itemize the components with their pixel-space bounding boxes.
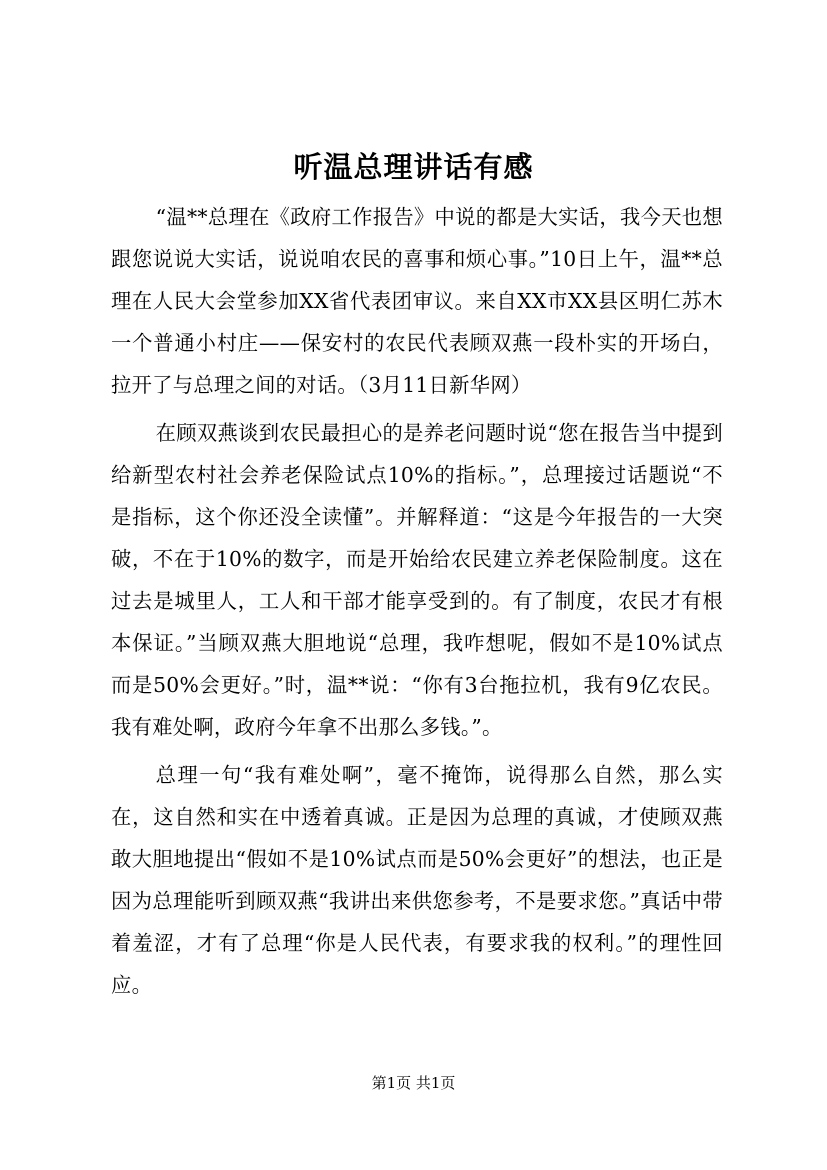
- paragraph: 在顾双燕谈到农民最担心的是养老问题时说“您在报告当中提到给新型农村社会养老保险试点10%的指标。”，总理接过话题说“不是指标，这个你还没全读懂”。并解释道：“这是今年报告的一大突破，不在于10%的数字，而是开始给农民建立养老保险制度。这在过去是城里人，工人和干部才能享受到的。有了制度，农民才有根本保证。”当顾双燕大胆地说“总理，我咋想呢，假如不是10%试点而是50%会更好。”时，温**说：“你有3台拖拉机，我有9亿农民。我有难处啊，政府今年拿不出那么多钱。”。: [111, 421, 723, 739]
- page-footer: 第1页 共1页: [371, 1074, 456, 1092]
- paragraph: “温**总理在《政府工作报告》中说的都是大实话，我今天也想跟您说说大实话，说说咱农民的喜事和烦心事。”10日上午，温**总理在人民大会堂参加XX省代表团审议。来自XX市XX县区明仁苏木一个普通小村庄——保安村的农民代表顾双燕一段朴实的开场白，拉开了与总理之间的对话。（3月11日新华网）: [111, 205, 723, 397]
- paragraph: 总理一句“我有难处啊”，毫不掩饰，说得那么自然，那么实在，这自然和实在中透着真诚。正是因为总理的真诚，才使顾双燕敢大胆地提出“假如不是10%试点而是50%会更好”的想法，也正是因为总理能听到顾双燕“我讲出来供您参考，不是要求您。”真话中带着羞涩，才有了总理“你是人民代表，有要求我的权利。”的理性回应。: [111, 763, 723, 997]
- document-title: 听温总理讲话有感: [293, 150, 534, 184]
- document-body: [111, 196, 723, 1006]
